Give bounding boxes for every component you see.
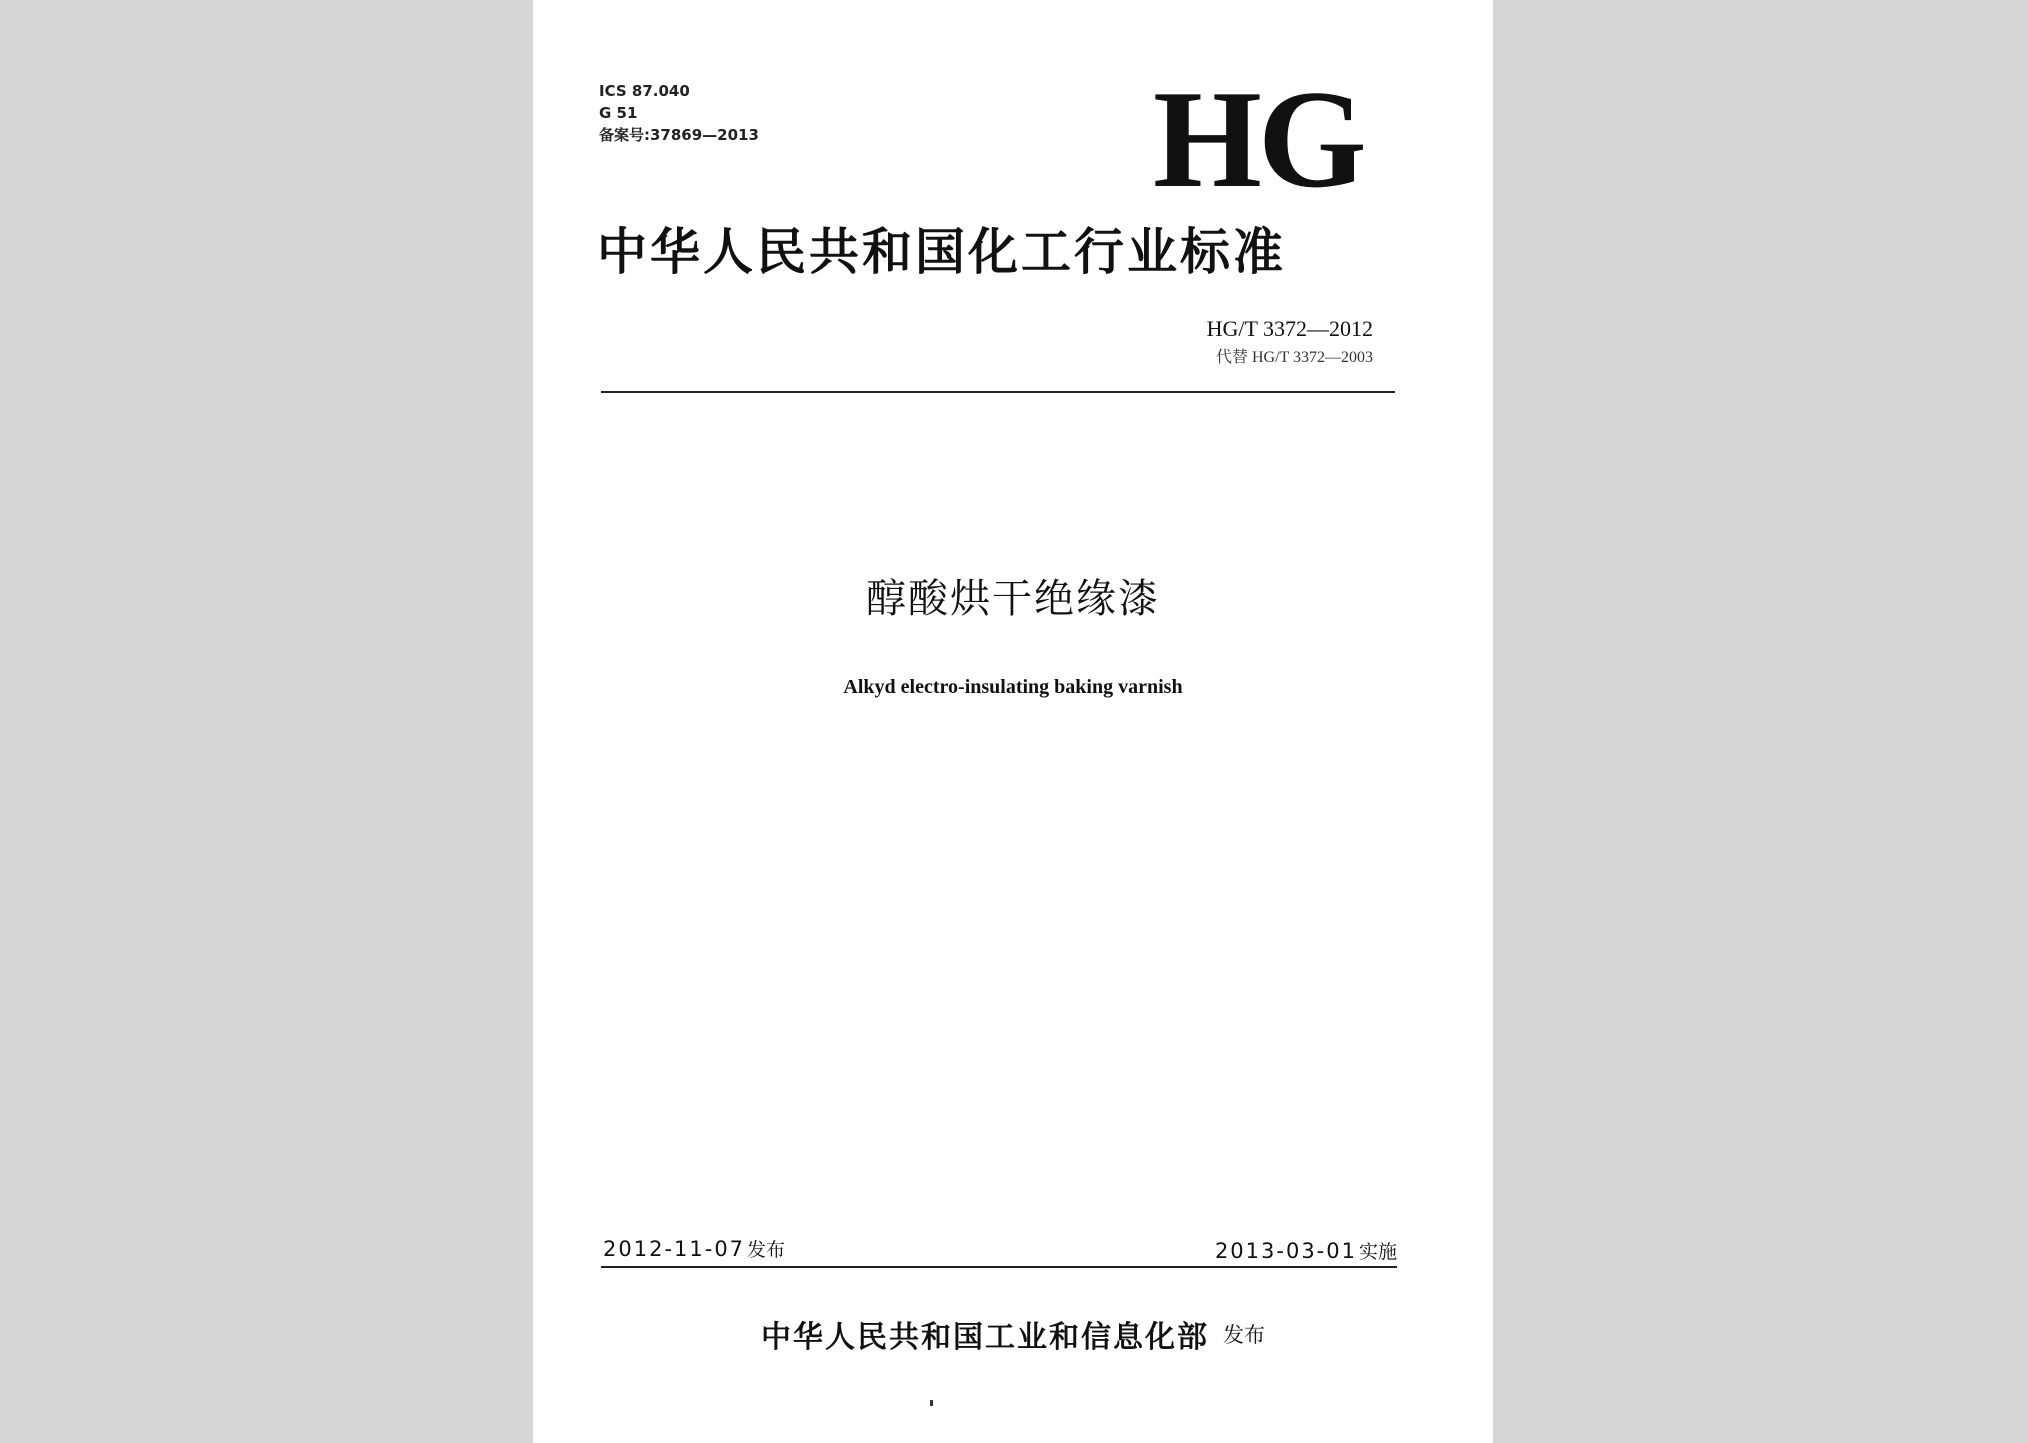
- issue-date-line: [603, 1235, 785, 1264]
- ics-code: ICS 87.040: [599, 82, 690, 100]
- replaced-standard: 代替 HG/T 3372—2003: [1215, 349, 1373, 366]
- top-divider: [601, 391, 1395, 393]
- publisher-name: 中华人民共和国工业和信息化部: [761, 1320, 1209, 1355]
- hg-logo: HG: [1153, 62, 1363, 217]
- implementation-date-line: [1215, 1237, 1397, 1266]
- document-title-english: Alkyd electro-insulating baking varnish: [843, 676, 1183, 698]
- filing-number: 备案号:37869—2013: [599, 126, 759, 144]
- scan-speck: [930, 1400, 933, 1406]
- issue-date: 2012-11-07: [603, 1237, 746, 1261]
- publisher-line: [533, 1312, 1493, 1356]
- standard-category-title: 中华人民共和国化工行业标准: [597, 223, 1286, 281]
- classification-block: [599, 80, 759, 146]
- ccs-code: G 51: [599, 104, 638, 122]
- implementation-label: 实施: [1358, 1241, 1397, 1263]
- issue-label: 发布: [747, 1239, 786, 1261]
- publisher-suffix: 发布: [1223, 1323, 1265, 1347]
- standard-number: HG/T 3372—2012: [1206, 316, 1373, 341]
- document-title-chinese: 醇酸烘干绝缘漆: [866, 576, 1160, 622]
- bottom-divider: [601, 1266, 1397, 1268]
- implementation-date: 2013-03-01: [1214, 1239, 1357, 1263]
- document-page: [533, 0, 1493, 1443]
